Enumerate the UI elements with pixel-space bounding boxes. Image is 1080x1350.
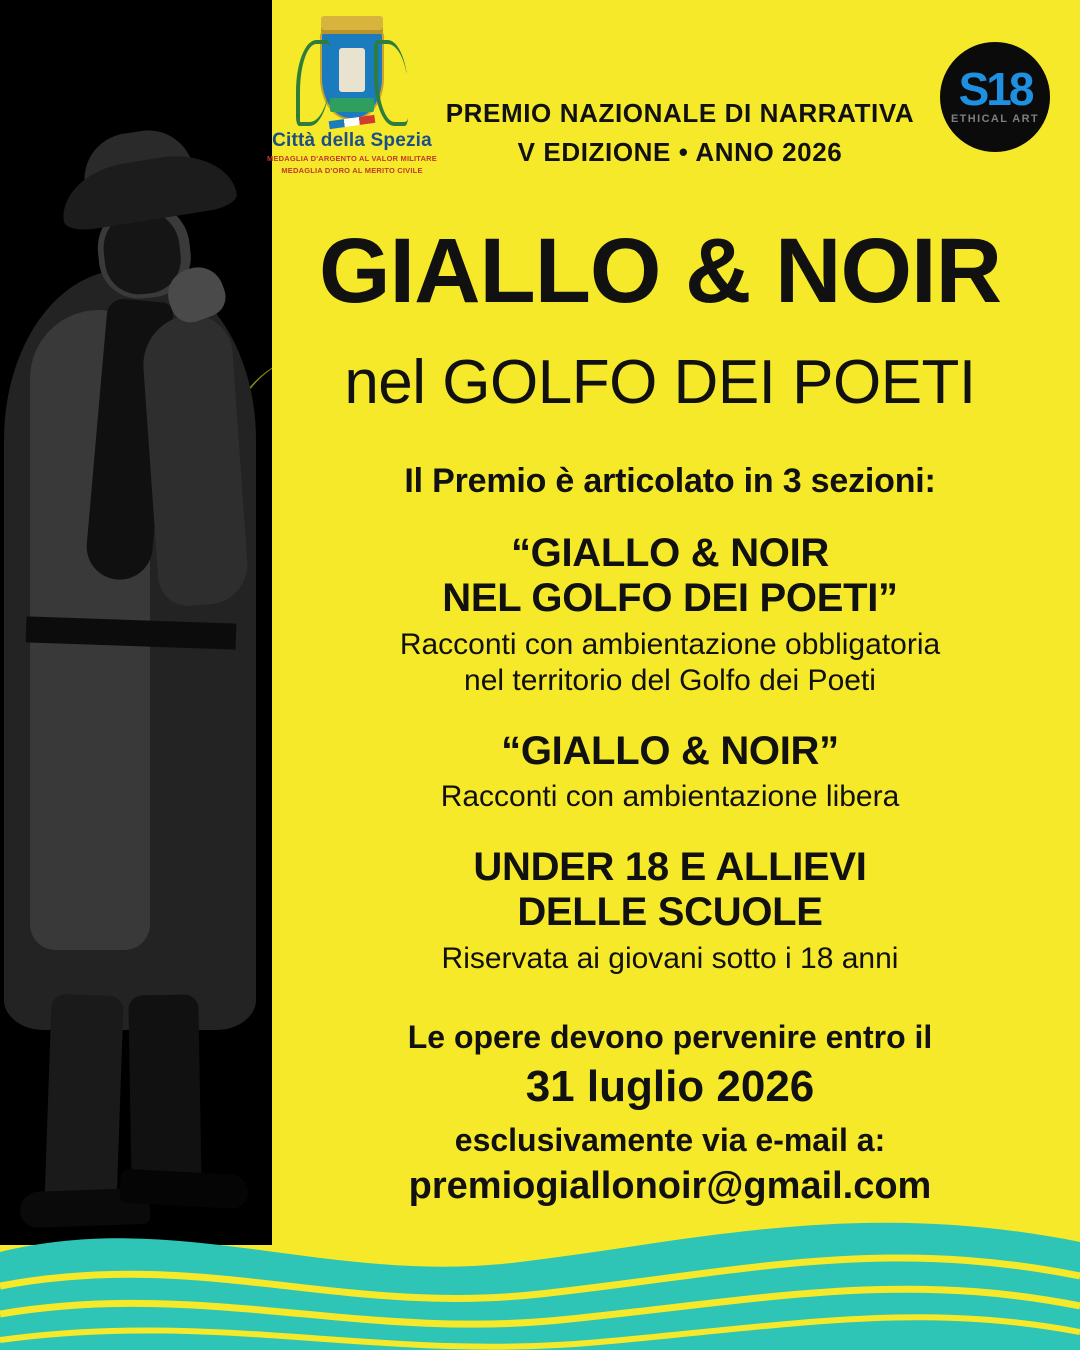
page-title: GIALLO & NOIR (318, 220, 1002, 322)
page-subtitle: nel GOLFO DEI POETI (344, 348, 976, 417)
section-3-desc-line-1: Riservata ai giovani sotto i 18 anni (441, 941, 899, 975)
section-1 (290, 531, 1050, 699)
sections-intro: Il Premio è articolato in 3 sezioni: (404, 462, 936, 500)
deadline-intro: Le opere devono pervenire entro il (407, 1018, 933, 1055)
s18-logo-subtitle: ETHICAL ART (950, 112, 1040, 125)
section-3-title-line-2: DELLE SCUOLE (517, 890, 823, 935)
city-coat-of-arms-icon (320, 30, 384, 120)
tower-icon (339, 48, 365, 92)
section-3-title-line-1: UNDER 18 E ALLIEVI (473, 845, 867, 890)
section-2-title-line-1: “GIALLO & NOIR” (501, 728, 839, 773)
body-content (290, 462, 1050, 1208)
deadline-block (290, 1019, 1050, 1208)
detective-silhouette (0, 150, 272, 1245)
section-2-desc-line-1: Racconti con ambientazione libera (440, 780, 900, 814)
s18-logo (940, 42, 1050, 152)
crest-city-name: Città della Spezia (272, 130, 432, 151)
city-crest (262, 30, 442, 176)
header-line-1: PREMIO NAZIONALE DI NARRATIVA (445, 98, 915, 128)
wreath-right-icon (374, 40, 408, 126)
section-2 (290, 729, 1050, 816)
left-black-panel (0, 0, 272, 1245)
italian-ribbon-icon (329, 115, 376, 129)
wreath-left-icon (296, 40, 330, 126)
submission-method: esclusivamente via e-mail a: (454, 1121, 886, 1158)
crest-base (330, 98, 374, 112)
submission-email[interactable]: premiogiallonoir@gmail.com (408, 1164, 932, 1207)
section-1-desc-line-1: Racconti con ambientazione obbligatoria (399, 627, 941, 661)
leg-left (44, 994, 123, 1211)
section-3 (290, 845, 1050, 977)
crest-honour-2: MEDAGLIA D'ORO AL MERITO CIVILE (281, 166, 423, 176)
section-1-desc-line-2: nel territorio del Golfo dei Poeti (464, 663, 876, 697)
section-1-title-line-2: NEL GOLFO DEI POETI” (442, 575, 898, 620)
hat-brim (56, 147, 238, 234)
header-text (420, 98, 940, 168)
leg-right (128, 994, 201, 1195)
section-1-title-line-1: “GIALLO & NOIR (510, 531, 829, 575)
crest-honour-1: MEDAGLIA D'ARGENTO AL VALOR MILITARE (267, 154, 437, 163)
wave-decoration (0, 1190, 1080, 1350)
crown-icon (321, 16, 383, 34)
s18-logo-mark: S18 (958, 63, 1032, 116)
deadline-date: 31 luglio 2026 (525, 1061, 815, 1111)
header-line-2: V EDIZIONE • ANNO 2026 (517, 137, 843, 167)
